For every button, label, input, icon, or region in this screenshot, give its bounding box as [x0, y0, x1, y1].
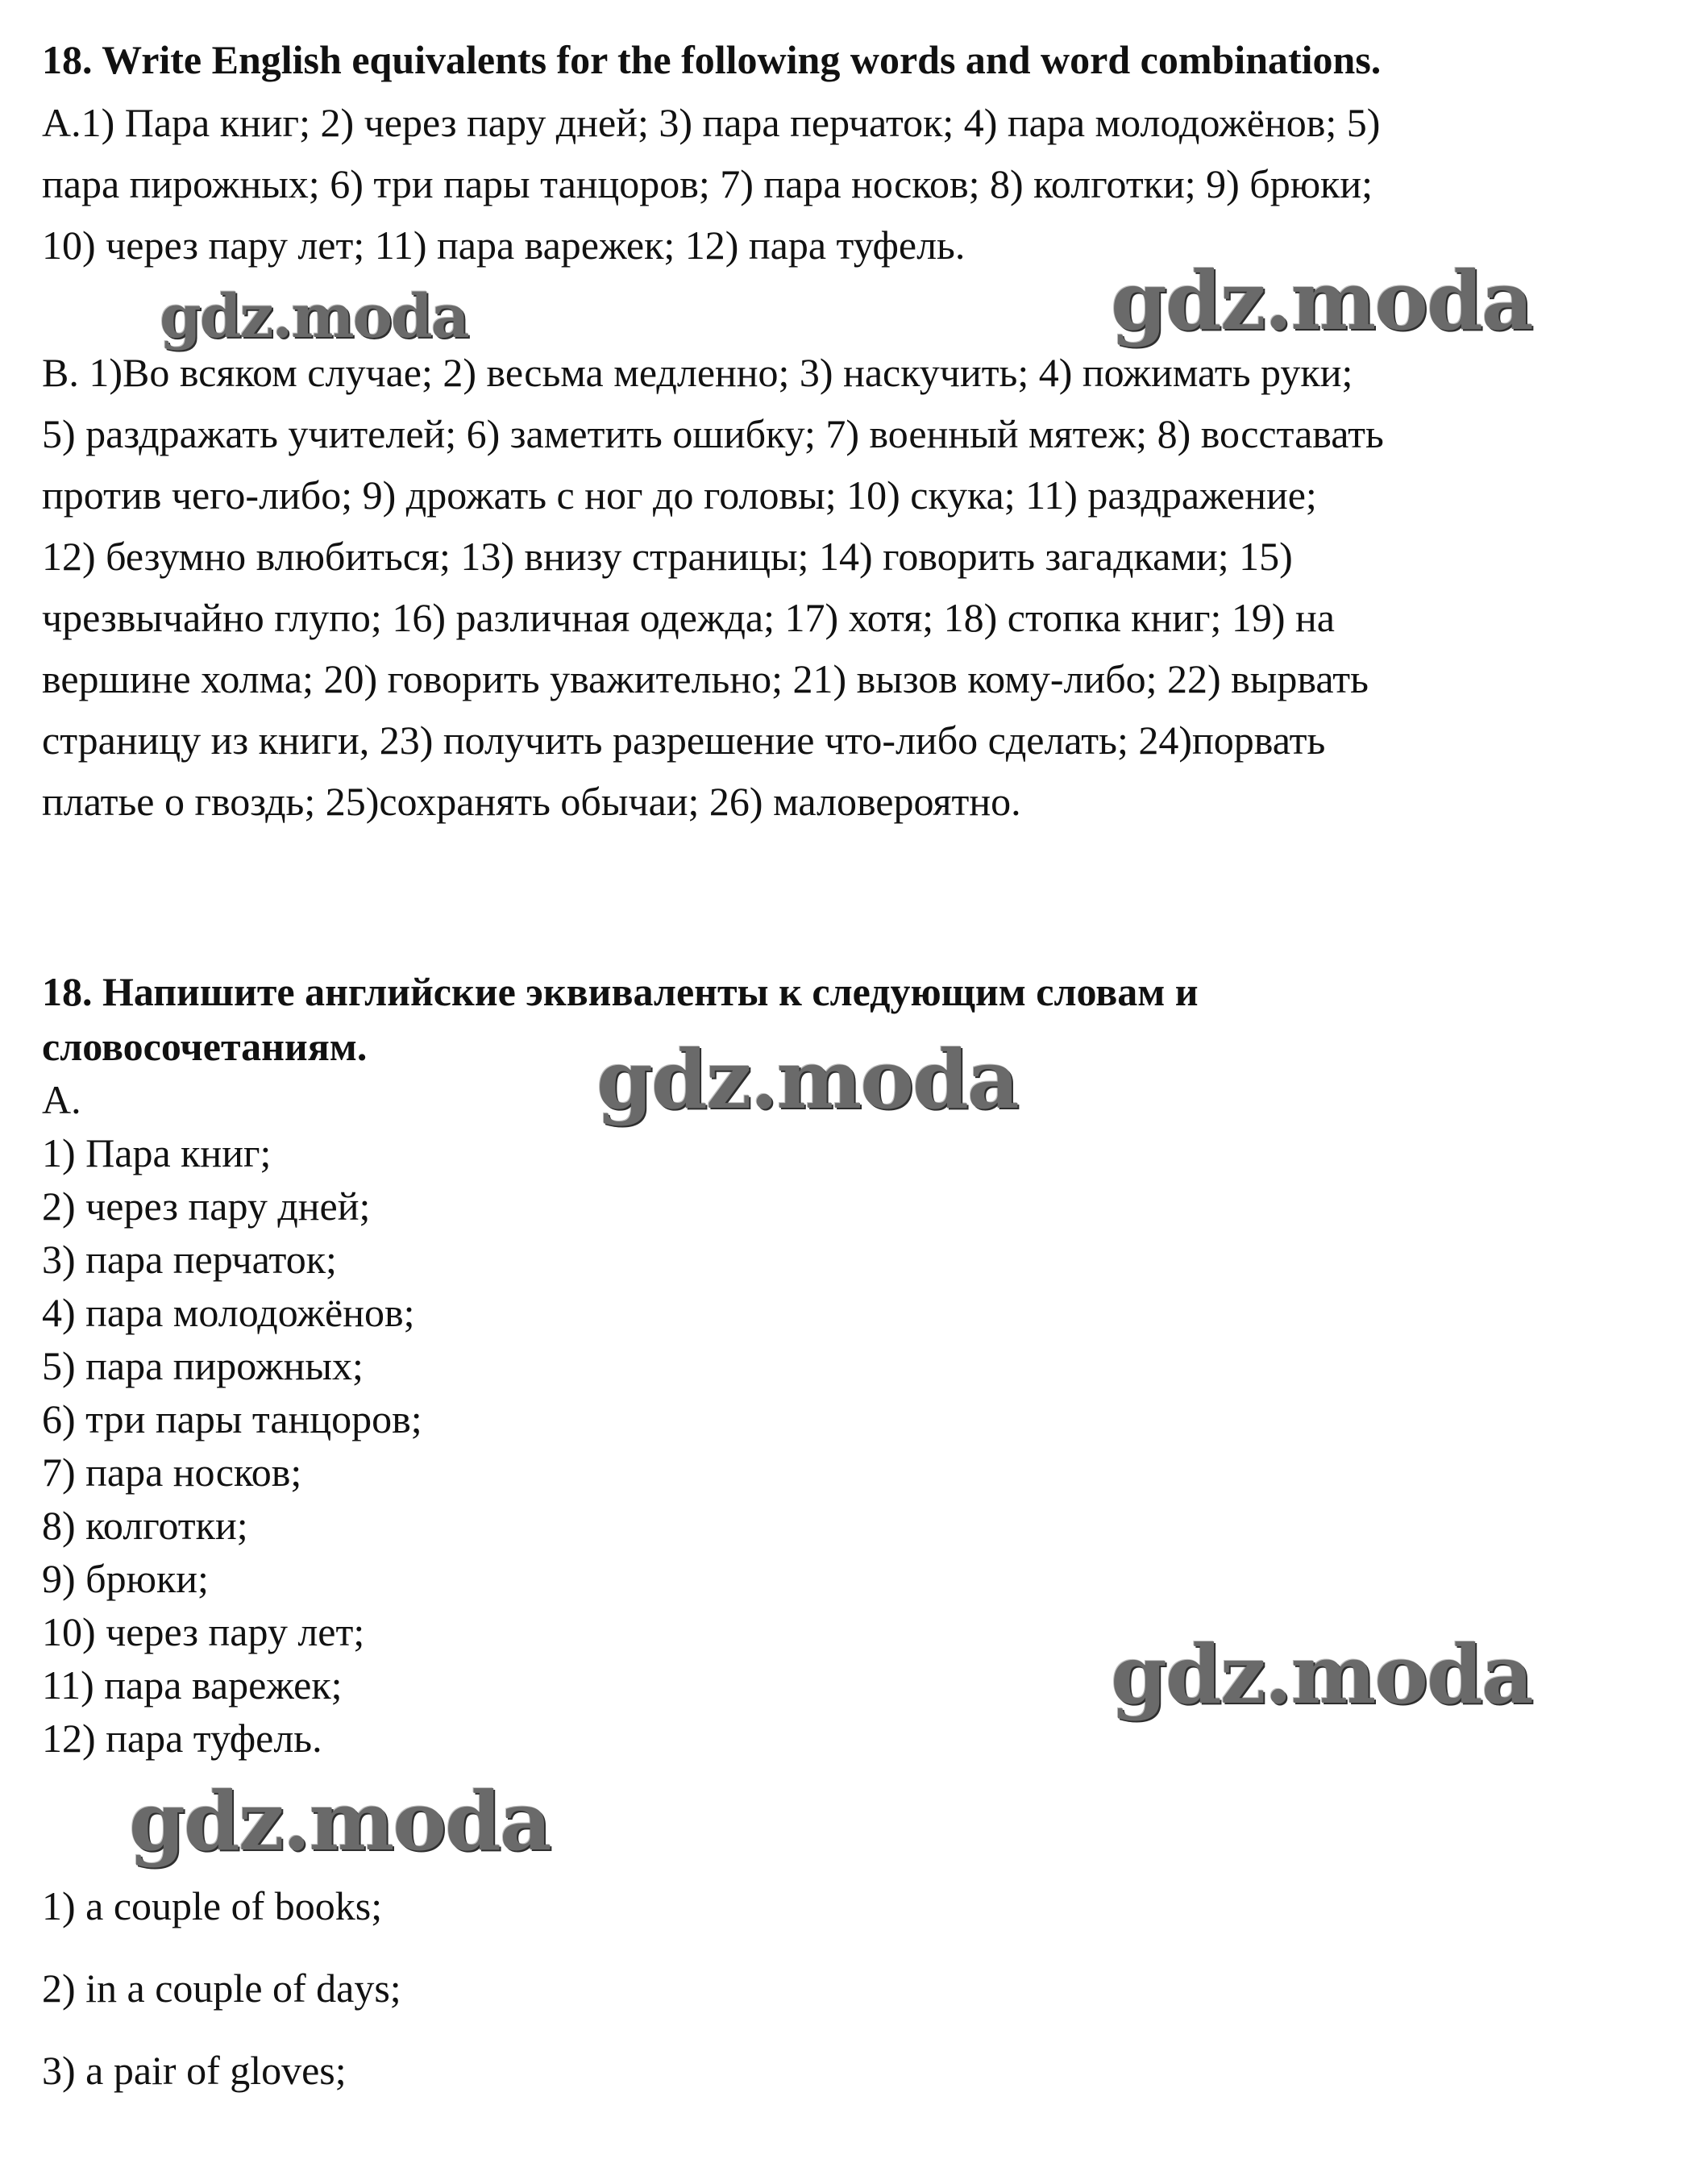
part-b-line: против чего-либо; 9) дрожать с ног до головы; 10) скука; 11) раздражение;	[42, 472, 1317, 518]
answer-item: 2) in a couple of days;	[42, 1966, 401, 2011]
part-b-line: вершине холма; 20) говорить уважительно; 21) вызов кому-либо; 22) вырвать	[42, 656, 1369, 701]
list-item: 11) пара варежек;	[42, 1662, 343, 1708]
exercise-title-english: 18. Write English equivalents for the following words and word combinations.	[42, 37, 1382, 82]
list-item: 12) пара туфель.	[42, 1716, 322, 1761]
answer-item: 1) a couple of books;	[42, 1883, 383, 1928]
watermark: gdz.moda	[596, 1032, 1018, 1127]
part-a-line: 10) через пару лет; 11) пара варежек; 12) пара туфель.	[42, 223, 966, 268]
list-item: 7) пара носков;	[42, 1450, 302, 1495]
list-item: 8) колготки;	[42, 1503, 248, 1548]
list-item: 1) Пара книг;	[42, 1130, 272, 1175]
list-item: 9) брюки;	[42, 1556, 209, 1601]
part-a-line: А.1) Пара книг; 2) через пару дней; 3) пара перчаток; 4) пара молодожёнов; 5)	[42, 100, 1381, 145]
watermark: gdz.moda	[1111, 1627, 1532, 1722]
part-b-line: страницу из книги, 23) получить разрешение что-либо сделать; 24)порвать	[42, 718, 1326, 763]
exercise-title-russian: 18. Напишите английские эквиваленты к следующим словам и	[42, 969, 1199, 1014]
part-b-line: чрезвычайно глупо; 16) различная одежда; 17) хотя; 18) стопка книг; 19) на	[42, 595, 1335, 640]
list-item: 10) через пару лет;	[42, 1609, 365, 1654]
part-a-label: А.	[42, 1077, 81, 1122]
list-item: 5) пара пирожных;	[42, 1343, 364, 1388]
list-item: 3) пара перчаток;	[42, 1237, 337, 1282]
answer-item: 3) a pair of gloves;	[42, 2048, 347, 2093]
part-b-line: В. 1)Во всяком случае; 2) весьма медленно; 3) наскучить; 4) пожимать руки;	[42, 350, 1353, 395]
watermark: gdz.moda	[129, 1774, 551, 1869]
list-item: 6) три пары танцоров;	[42, 1396, 422, 1441]
part-a-line: пара пирожных; 6) три пары танцоров; 7) пара носков; 8) колготки; 9) брюки;	[42, 161, 1373, 206]
watermark: gdz.moda	[160, 282, 468, 352]
part-b-line: 12) безумно влюбиться; 13) внизу страницы; 14) говорить загадками; 15)	[42, 534, 1293, 579]
list-item: 4) пара молодожёнов;	[42, 1290, 415, 1335]
list-item: 2) через пару дней;	[42, 1184, 371, 1229]
watermark: gdz.moda	[1111, 253, 1532, 348]
part-b-line: платье о гвоздь; 25)сохранять обычаи; 26) маловероятно.	[42, 779, 1021, 824]
exercise-title-russian: словосочетаниям.	[42, 1024, 368, 1069]
part-b-line: 5) раздражать учителей; 6) заметить ошибку; 7) военный мятеж; 8) восставать	[42, 411, 1384, 456]
